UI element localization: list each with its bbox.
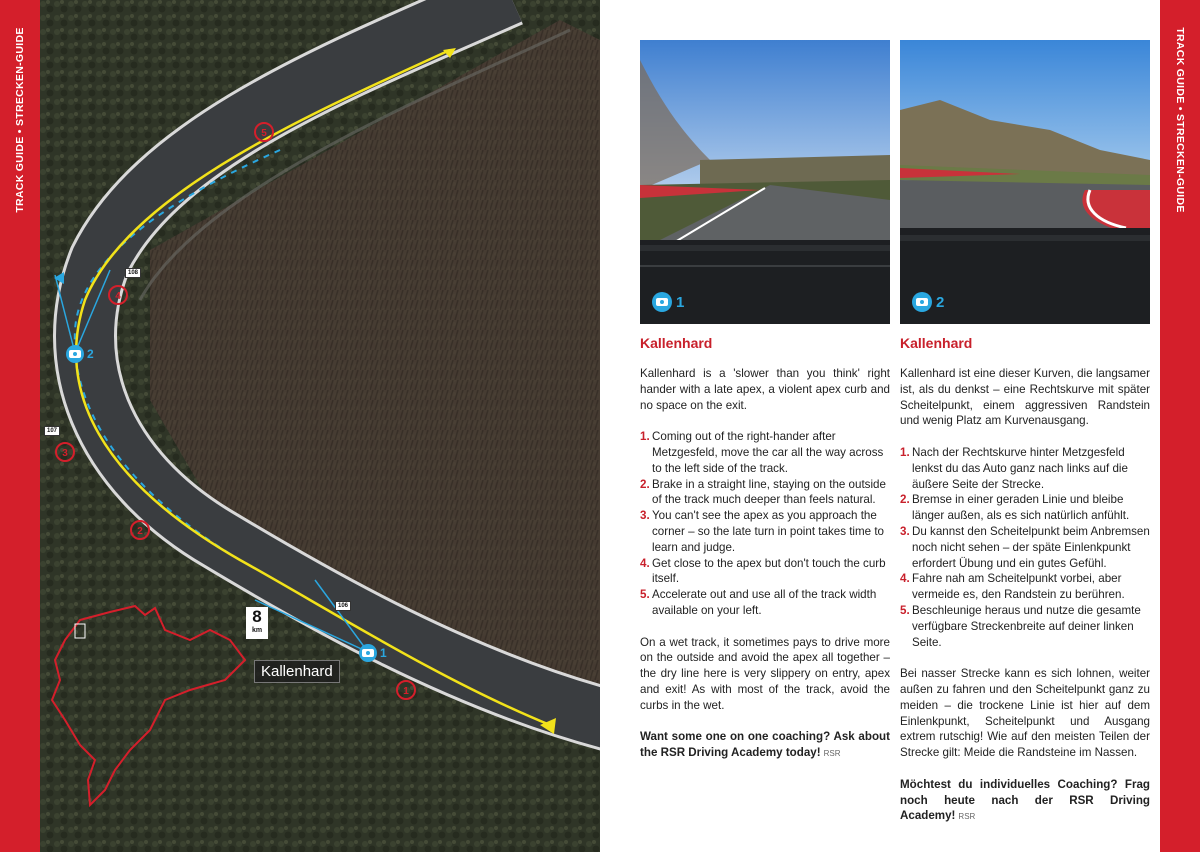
english-title: Kallenhard [640, 335, 713, 351]
list-item [900, 571, 1150, 603]
list-item [900, 445, 1150, 492]
list-item [640, 587, 890, 619]
step-number: 2. [640, 477, 650, 491]
camera-icon [359, 644, 377, 662]
map-camera-point-1 [359, 644, 387, 662]
photo-1-graphic [640, 40, 890, 324]
rsr-signature: RSR [958, 812, 976, 822]
step-text: Beschleunige heraus und nutze die gesamte verfügbare Streckenbreite auf deiner linken Seite. [912, 603, 1141, 649]
step-number: 4. [640, 556, 650, 570]
step-number: 5. [900, 603, 910, 617]
step-text: Coming out of the right-hander after Metzgesfeld, move the car all the way across to the left side of the track. [652, 430, 884, 475]
step-text: Bremse in einer geraden Linie und bleibe länger außen, als es sich natürlich anfühlt. [912, 493, 1130, 523]
step-text: Brake in a straight line, staying on the outside of the track much deeper than feels natural. [652, 477, 886, 507]
english-cta [640, 729, 890, 762]
list-item [900, 603, 1150, 650]
step-number: 5. [640, 588, 650, 602]
english-wet-advice: On a wet track, it sometimes pays to drive more on the outside and avoid the apex all together – the dry line here is very slippery on entry, apex and exit! As with most of the track, avoid the curbs in the wet. [640, 635, 890, 712]
german-cta [900, 777, 1150, 825]
english-intro: Kallenhard is a 'slower than you think' right hander with a late apex, a violent apex curb and no space on the exit. [640, 367, 890, 412]
map-camera-point-2 [66, 345, 94, 363]
step-marker-label: 1 [403, 686, 409, 697]
camera-number: 1 [380, 646, 387, 660]
km-value: 8 [252, 607, 262, 626]
list-item [900, 492, 1150, 524]
german-column [900, 334, 1150, 841]
english-cta-text: Want some one on one coaching? Ask about the RSR Driving Academy today! [640, 730, 890, 760]
km-unit: km [251, 627, 263, 634]
english-column [640, 334, 890, 778]
list-item [900, 524, 1150, 571]
aerial-map [40, 0, 600, 852]
step-number: 2. [900, 493, 910, 507]
list-item [640, 556, 890, 588]
right-strip-label: TRACK GUIDE • STRECKEN-GUIDE [1174, 27, 1186, 213]
step-text: Accelerate out and use all of the track width available on your left. [652, 588, 877, 617]
step-number: 4. [900, 572, 910, 586]
german-title: Kallenhard [900, 335, 973, 351]
step-number: 1. [900, 445, 910, 459]
step-text: Nach der Rechtskurve hinter Metzgesfeld lenkst du das Auto ganz nach links auf die äußere Seite der Strecke. [912, 445, 1128, 491]
distance-marker: 106 [335, 601, 351, 611]
step-text: You can't see the apex as you approach the corner – so the late turn in point takes time to learn and judge. [652, 509, 884, 554]
map-graphic [40, 0, 600, 852]
km-marker [246, 607, 268, 639]
list-item [640, 477, 890, 509]
step-number: 3. [900, 524, 910, 538]
left-side-strip [0, 0, 40, 852]
photo-number: 2 [936, 293, 945, 311]
camera-icon [652, 292, 672, 312]
german-wet-advice: Bei nasser Strecke kann es sich lohnen, weiter außen zu fahren und den Scheitelpunkt ganz zu meiden – die trockene Linie ist hier auf dem Einlenkpunkt, Scheitelpunkt und Ausgang extrem rutschig! Wie auf den meisten Teilen der Strecke gilt: Meide die Randsteine im Nassen. [900, 667, 1150, 760]
left-strip-label: TRACK GUIDE • STRECKEN-GUIDE [14, 27, 26, 213]
step-number: 1. [640, 430, 650, 444]
step-number: 3. [640, 509, 650, 523]
camera-icon [912, 292, 932, 312]
distance-marker: 108 [125, 268, 141, 278]
photo-2-badge [912, 292, 944, 312]
right-side-strip [1160, 0, 1200, 852]
german-intro: Kallenhard ist eine dieser Kurven, die langsamer ist, als du denkst – eine Rechtskurve mit später Scheitelpunkt, einem aggressiven Randstein und wenig Platz am Kurvenausgang. [900, 367, 1150, 428]
photo-number: 1 [676, 293, 685, 311]
step-text: Du kannst den Scheitelpunkt beim Anbremsen noch nicht sehen – der späte Einlenkpunkt erfordert Übung und ein gutes Gefühl. [912, 524, 1150, 570]
list-item [640, 508, 890, 555]
step-text: Fahre nah am Scheitelpunkt vorbei, aber vermeide es, den Randstein zu berühren. [912, 572, 1125, 602]
onboard-photo-1 [640, 40, 890, 324]
corner-name-label: Kallenhard [254, 660, 340, 683]
step-marker-label: 2 [137, 526, 143, 537]
step-text: Get close to the apex but don't touch the curb itself. [652, 556, 886, 586]
step-marker-label: 4 [115, 291, 121, 302]
distance-marker: 107 [44, 426, 60, 436]
list-item [640, 429, 890, 476]
german-steps [900, 445, 1150, 650]
photo-2-graphic [900, 40, 1150, 324]
step-marker-label: 3 [62, 448, 68, 459]
english-steps [640, 429, 890, 619]
german-cta-text: Möchtest du individuelles Coaching? Frag noch heute nach der RSR Driving Academy! [900, 777, 1150, 823]
rsr-signature: RSR [823, 749, 841, 759]
camera-icon [66, 345, 84, 363]
photo-1-badge [652, 292, 684, 312]
camera-number: 2 [87, 347, 94, 361]
step-marker-label: 5 [261, 128, 267, 139]
onboard-photo-2 [900, 40, 1150, 324]
